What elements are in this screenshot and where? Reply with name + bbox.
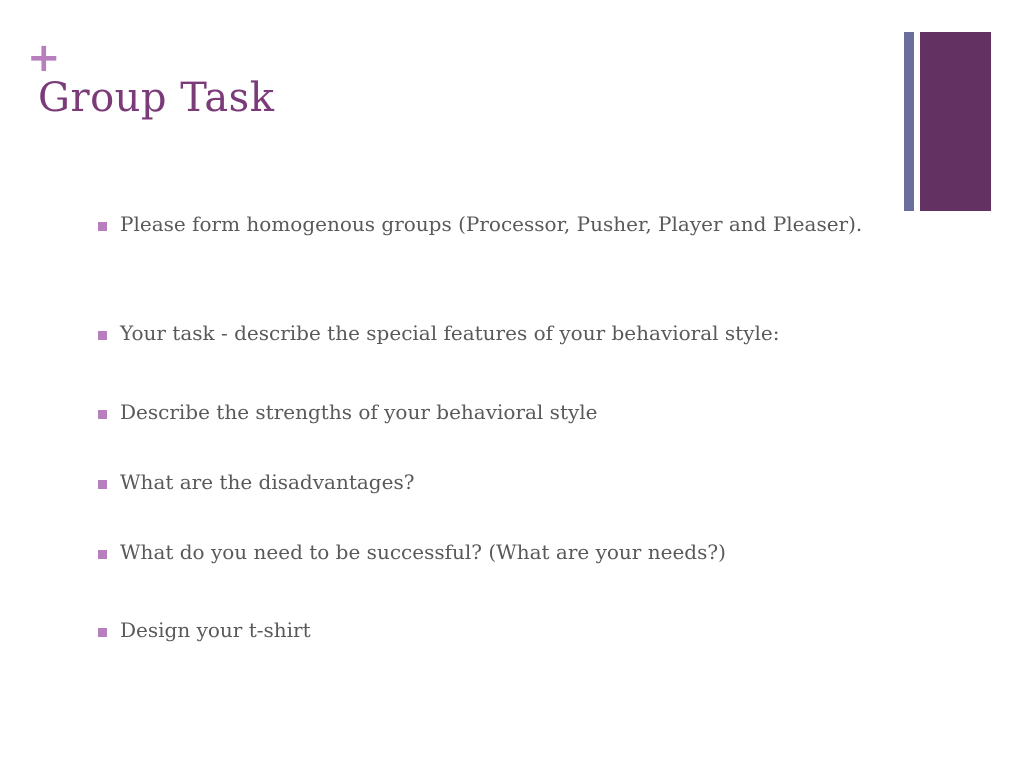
bullet-item — [98, 471, 888, 498]
bullet-marker — [98, 628, 107, 637]
bullet-marker — [98, 550, 107, 559]
plus-sign-decoration: + — [27, 35, 61, 81]
bullet-item — [98, 619, 888, 646]
bullet-marker — [98, 331, 107, 340]
bullet-item — [98, 213, 888, 240]
bullet-text: Your task - describe the special features of your behavioral style: — [120, 321, 780, 345]
bullet-text: Please form homogenous groups (Processor, Pusher, Player and Pleaser). — [120, 212, 863, 236]
bullet-marker — [98, 410, 107, 419]
bullet-marker — [98, 222, 107, 231]
bullet-item — [98, 401, 888, 428]
bullet-text: What do you need to be successful? (What are your needs?) — [120, 540, 726, 564]
bullet-text: Design your t-shirt — [120, 618, 311, 642]
bullet-text: Describe the strengths of your behavioral style — [120, 400, 598, 424]
bullet-text: What are the disadvantages? — [120, 470, 415, 494]
bullet-marker — [98, 480, 107, 489]
slide-title: Group Task — [38, 75, 275, 121]
bullet-item — [98, 322, 888, 349]
bullet-item — [98, 541, 888, 568]
